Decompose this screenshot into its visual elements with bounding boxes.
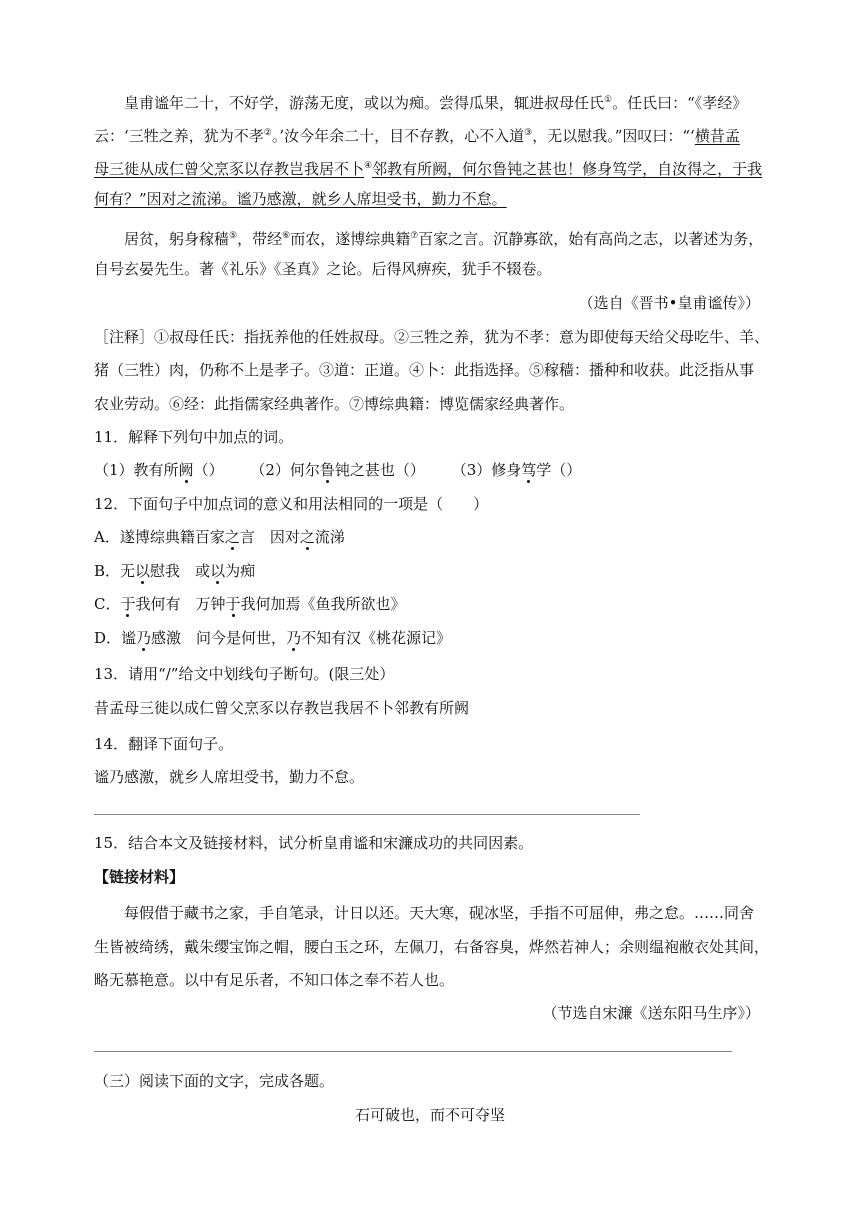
passage-para1-line4 <box>94 188 507 210</box>
text: 。任氏曰：“《孝经》 <box>612 94 748 112</box>
dotted-char: 笃 <box>521 461 537 479</box>
q12-option-b: B．无以慰我 或以为痴 <box>94 562 256 580</box>
question-15-stem: 15．结合本文及链接材料，试分析皇甫谧和宋濂成功的共同因素。 <box>94 834 534 852</box>
notes-line1: ［注释］①叔母任氏：指抚养他的任姓叔母。②三牲之养，犹为不孝：意为即使每天给父母吃牛、羊、 <box>94 328 770 346</box>
text: 皇甫谧年二十，不好学，游荡无度，或以为痴。尝得瓜果，辄进叔母任氏 <box>124 94 605 112</box>
dotted-char: 以 <box>210 562 226 580</box>
dotted-char: 阙 <box>178 461 194 479</box>
passage-para1-line2 <box>94 122 740 147</box>
q11-item-2: （2）何尔鲁钝之甚也（） <box>250 461 425 479</box>
underlined-sentence: 何有？”因对之流涕。谧乃感激，就乡人席坦受书，勤力不怠。 <box>94 190 507 208</box>
underlined-sentence: 母三徙从成仁曾父烹豕以存教岂我居不卜 <box>94 160 365 178</box>
dotted-char: 乃 <box>136 629 152 647</box>
dotted-char: 以 <box>135 562 151 580</box>
text: 百家之言。沉静寡欲，始有高尚之志，以著述为务， <box>418 230 764 248</box>
link-material-source: （节选自宋濂《送东阳马生序》） <box>542 1004 760 1022</box>
question-12-stem: 12．下面句子中加点词的意义和用法相同的一项是（ ） <box>94 495 489 513</box>
notes-line3: 农业劳动。⑥经：此指儒家经典著作。⑦博综典籍：博览儒家经典著作。 <box>94 395 575 413</box>
dotted-char: 乃 <box>286 629 302 647</box>
link-material-heading: 【链接材料】 <box>94 868 185 886</box>
dotted-char: 于 <box>225 595 241 613</box>
q11-item-3: （3）修身笃学（） <box>451 461 582 479</box>
footnote-marker: ② <box>263 128 272 138</box>
question-14-text: 谧乃感激，就乡人席坦受书，勤力不怠。 <box>94 768 365 786</box>
footnote-marker: ① <box>604 95 613 105</box>
section-3-heading: （三）阅读下面的文字，完成各题。 <box>94 1072 335 1090</box>
dotted-char: 鲁 <box>319 461 335 479</box>
text: ，无以慰我。”因叹曰：“‘ <box>532 127 695 145</box>
text: ，带经 <box>237 230 283 248</box>
q12-option-a: A．遂博综典籍百家之言 因对之流涕 <box>94 528 345 546</box>
question-11-options <box>94 459 603 481</box>
text: 而农，遂博综典籍 <box>290 230 411 248</box>
source-citation: （选自《晋书•皇甫谧传》） <box>578 294 760 312</box>
q11-item-1: （1）教有所阙（） <box>94 461 224 479</box>
answer-line <box>94 814 640 815</box>
text: 。’汝今年余二十，目不存教，心不入道 <box>271 127 525 145</box>
q12-option-d: D．谧乃感激 问今是何世，乃不知有汉《桃花源记》 <box>94 629 452 647</box>
q12-option-c: C．于我何有 万钟于我何加焉《鱼我所欲也》 <box>94 595 406 613</box>
passage-para1-line1 <box>124 89 747 114</box>
text: 自号玄晏先生。著《礼乐》《圣真》之论。后得风痹疾，犹手不辍卷。 <box>94 260 552 278</box>
answer-line <box>94 1051 732 1052</box>
passage-para2-line1 <box>124 225 763 250</box>
text: 云：‘三牲之养，犹为不孝 <box>94 127 264 145</box>
footnote-marker: ⑦ <box>410 231 419 241</box>
passage-para1-line3 <box>94 155 762 180</box>
question-14-stem: 14．翻译下面句子。 <box>94 735 234 753</box>
dotted-char: 之 <box>299 528 315 546</box>
footnote-marker: ⑥ <box>282 231 291 241</box>
link-material-line1: 每假借于藏书之家，手自笔录，计日以还。天大寒，砚冰坚，手指不可屈伸，弗之怠。……同舍 <box>124 904 755 922</box>
question-13-text: 昔孟母三徙以成仁曾父烹豕以存教岂我居不卜邻教有所阙 <box>94 699 470 717</box>
link-material-line3: 略无慕艳意。以中有足乐者，不知口体之奉不若人也。 <box>94 971 455 989</box>
question-13-stem: 13．请用“/”给文中划线句子断句。(限三处） <box>94 665 395 683</box>
footnote-marker: ③ <box>524 128 533 138</box>
text: 居贫，躬身稼穑 <box>124 230 230 248</box>
passage-para2-line2 <box>94 258 552 280</box>
question-11-stem: 11．解释下列句中加点的词。 <box>94 428 294 446</box>
dotted-char: 之 <box>224 528 240 546</box>
dotted-char: 于 <box>120 595 136 613</box>
underlined-sentence: 邻教有所阙，何尔鲁钝之甚也！修身笃学，自汝得之，于我 <box>372 160 763 178</box>
underlined-sentence: 横昔孟 <box>694 127 740 145</box>
footnote-marker: ④ <box>364 161 373 171</box>
link-material-line2: 生皆被绮绣，戴朱缨宝饰之帽，腰白玉之环，左佩刀，右备容臭，烨然若神人；余则缊袍敝衣处其间， <box>94 938 770 956</box>
article-title: 石可破也，而不可夺坚 <box>354 1106 505 1124</box>
footnote-marker: ⑤ <box>229 231 238 241</box>
notes-line2: 猪（三牲）肉，仍称不上是孝子。③道：正道。④卜：此指选择。⑤稼穑：播种和收获。此泛指从事 <box>94 361 755 379</box>
